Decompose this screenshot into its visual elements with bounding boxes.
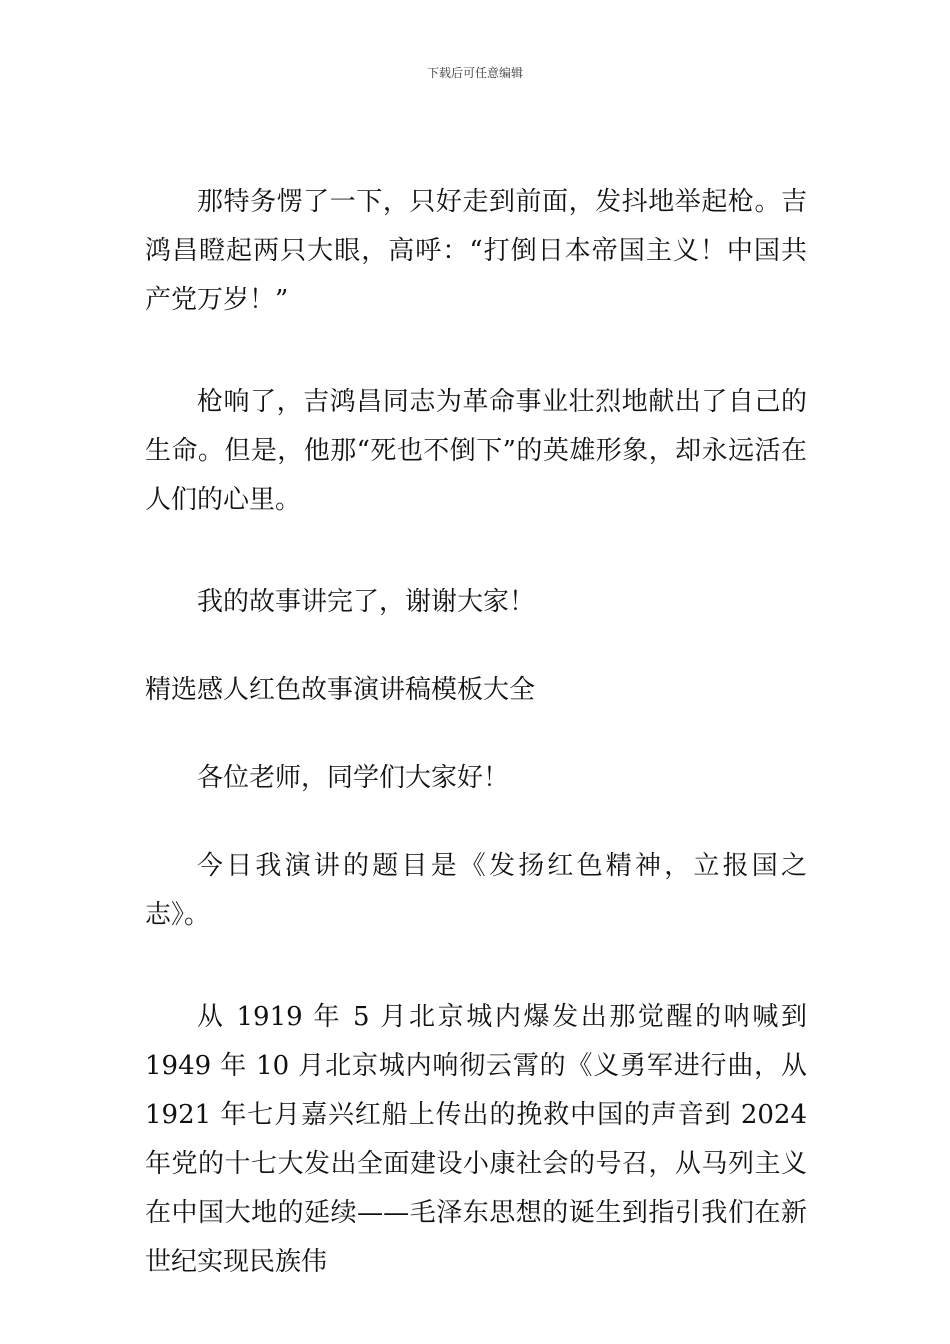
paragraph-history: 从 1919 年 5 月北京城内爆发出那觉醒的呐喊到 1949 年 10 月北京城内响彻云霄的《义勇军进行曲，从 1921 年七月嘉兴红船上传出的挽救中国的声音到 2024 年党的十七大发出全面建设小康社会的号召，从马列主义在中国大地的延续——毛泽东思想的诞生到指引我们在新世纪实现民族伟 bbox=[145, 1002, 807, 1277]
paragraph-speech-topic: 今日我演讲的题目是《发扬红色精神，立报国之志》。 bbox=[145, 851, 807, 930]
paragraph-sacrifice: 枪响了，吉鸿昌同志为革命事业壮烈地献出了自己的生命。但是，他那“死也不倒下”的英雄形象，却永远活在人们的心里。 bbox=[145, 387, 807, 515]
paragraph-greeting: 各位老师，同学们大家好！ bbox=[197, 763, 510, 793]
paragraph-closing-thanks: 我的故事讲完了，谢谢大家！ bbox=[197, 587, 536, 617]
document-body bbox=[145, 178, 807, 1287]
page-header-note: 下载后可任意编辑 bbox=[426, 66, 523, 80]
paragraph-execution-scene: 那特务愣了一下，只好走到前面，发抖地举起枪。吉鸿昌瞪起两只大眼，高呼：“打倒日本帝国主义！中国共产党万岁！” bbox=[145, 187, 807, 315]
section-title: 精选感人红色故事演讲稿模板大全 bbox=[145, 675, 536, 705]
